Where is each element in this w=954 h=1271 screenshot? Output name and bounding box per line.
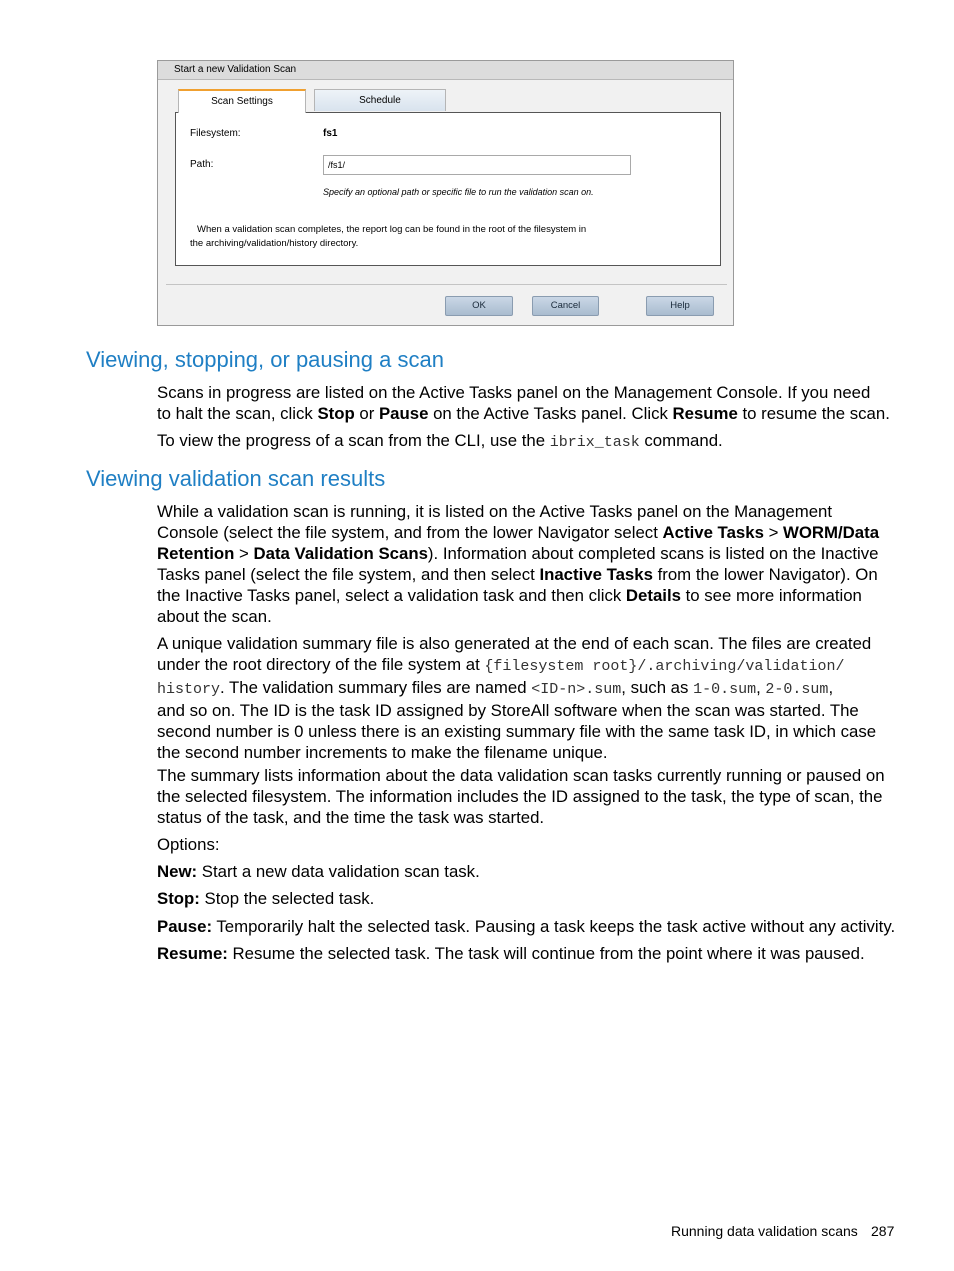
heading-viewing-stopping-pausing: Viewing, stopping, or pausing a scan <box>86 347 444 372</box>
option-term: New: <box>157 862 198 881</box>
section2-paragraph-1 <box>157 501 899 627</box>
text-line: The summary lists information about the data validation scan tasks currently running or paused on <box>157 766 885 785</box>
scan-settings-panel <box>175 112 721 266</box>
dialog-title: Start a new Validation Scan <box>158 61 733 80</box>
text-line: A unique validation summary file is also generated at the end of each scan. The files are created <box>157 634 872 653</box>
completion-note <box>190 223 650 251</box>
ok-button[interactable]: OK <box>445 296 513 316</box>
tab-schedule[interactable]: Schedule <box>314 89 446 111</box>
text-line: the second number increments to make the filename unique. <box>157 743 608 762</box>
filesystem-value: fs1 <box>323 128 338 139</box>
help-button[interactable]: Help <box>646 296 714 316</box>
section2-paragraph-3 <box>157 765 899 828</box>
text-span: > <box>763 523 784 542</box>
details-term: Details <box>625 586 681 605</box>
note-line-2: the archiving/validation/history directory. <box>190 238 359 249</box>
option-term: Stop: <box>157 889 200 908</box>
tab-scan-settings[interactable]: Scan Settings <box>178 89 306 113</box>
option-term: Resume: <box>157 944 228 963</box>
text-line: While a validation scan is running, it is listed on the Active Tasks panel on the Management <box>157 502 833 521</box>
ibrix-task-command: ibrix_task <box>549 434 640 451</box>
section1-paragraph-1 <box>157 382 899 424</box>
text-line: about the scan. <box>157 607 272 626</box>
worm-data-term: WORM/Data <box>783 523 880 542</box>
path-hint: Specify an optional path or specific file to run the validation scan on. <box>323 187 594 197</box>
text-line: and so on. The ID is the task ID assigned by StoreAll software when the scan was started. The <box>157 701 859 720</box>
option-description: Temporarily halt the selected task. Pausing a task keeps the task active without any activity. <box>212 917 896 936</box>
option-description: Start a new data validation scan task. <box>197 862 480 881</box>
text-line: status of the task, and the time the task was started. <box>157 808 545 827</box>
text-span: > <box>234 544 254 563</box>
dialog-separator <box>166 284 727 285</box>
stop-term: Stop <box>317 404 355 423</box>
archive-path-code: history <box>157 681 221 698</box>
text-span: , <box>756 678 766 697</box>
text-span: on the Active Tasks panel. Click <box>428 404 673 423</box>
pause-term: Pause <box>378 404 429 423</box>
example-filename-code: 1-0.sum <box>693 681 757 698</box>
text-span: to see more information <box>680 586 862 605</box>
data-validation-scans-term: Data Validation Scans <box>253 544 428 563</box>
cancel-button[interactable]: Cancel <box>532 296 599 316</box>
option-resume <box>157 943 899 964</box>
text-span: under the root directory of the file system at <box>157 655 485 674</box>
section2-paragraph-2 <box>157 633 899 763</box>
page-number: 287 <box>871 1223 895 1239</box>
text-line: the selected filesystem. The information includes the ID assigned to the task, the type of scan, the <box>157 787 883 806</box>
active-tasks-term: Active Tasks <box>662 523 764 542</box>
note-line-1: When a validation scan completes, the report log can be found in the root of the filesystem in <box>197 224 587 235</box>
path-label: Path: <box>190 159 214 170</box>
text-span: or <box>354 404 379 423</box>
text-span: to resume the scan. <box>737 404 890 423</box>
option-pause <box>157 916 899 937</box>
inactive-tasks-term: Inactive Tasks <box>539 565 653 584</box>
summary-filename-code: <ID-n>.sum <box>531 681 622 698</box>
retention-term: Retention <box>157 544 235 563</box>
filesystem-label: Filesystem: <box>190 128 241 139</box>
text-span: to halt the scan, click <box>157 404 318 423</box>
path-input[interactable]: /fs1/ <box>323 155 631 175</box>
text-span: Console (select the file system, and from the lower Navigator select <box>157 523 663 542</box>
text-line: second number is 0 unless there is an existing summary file with the same task ID, in which case <box>157 722 877 741</box>
option-new <box>157 861 899 882</box>
text-span: , <box>828 678 834 697</box>
heading-viewing-validation-results: Viewing validation scan results <box>86 466 386 491</box>
option-description: Stop the selected task. <box>199 889 375 908</box>
footer-section-title: Running data validation scans <box>671 1223 858 1239</box>
text-span: , such as <box>621 678 694 697</box>
text-span: from the lower Navigator). On <box>652 565 878 584</box>
option-stop <box>157 888 899 909</box>
text-span: . The validation summary files are named <box>220 678 532 697</box>
text-span: To view the progress of a scan from the CLI, use the <box>157 431 550 450</box>
text-span: the Inactive Tasks panel, select a validation task and then click <box>157 586 626 605</box>
validation-scan-dialog <box>157 60 734 326</box>
option-description: Resume the selected task. The task will continue from the point where it was paused. <box>227 944 865 963</box>
archive-path-code: {filesystem root}/.archiving/validation/ <box>484 658 845 675</box>
text-span: command. <box>639 431 723 450</box>
text-line: Scans in progress are listed on the Active Tasks panel on the Management Console. If you need <box>157 383 871 402</box>
option-term: Pause: <box>157 917 213 936</box>
options-label: Options: <box>157 835 220 854</box>
text-span: Tasks panel (select the file system, and then select <box>157 565 540 584</box>
text-span: ). Information about completed scans is listed on the Inactive <box>427 544 879 563</box>
section1-paragraph-2 <box>157 430 899 453</box>
example-filename-code: 2-0.sum <box>765 681 829 698</box>
resume-term: Resume <box>672 404 738 423</box>
